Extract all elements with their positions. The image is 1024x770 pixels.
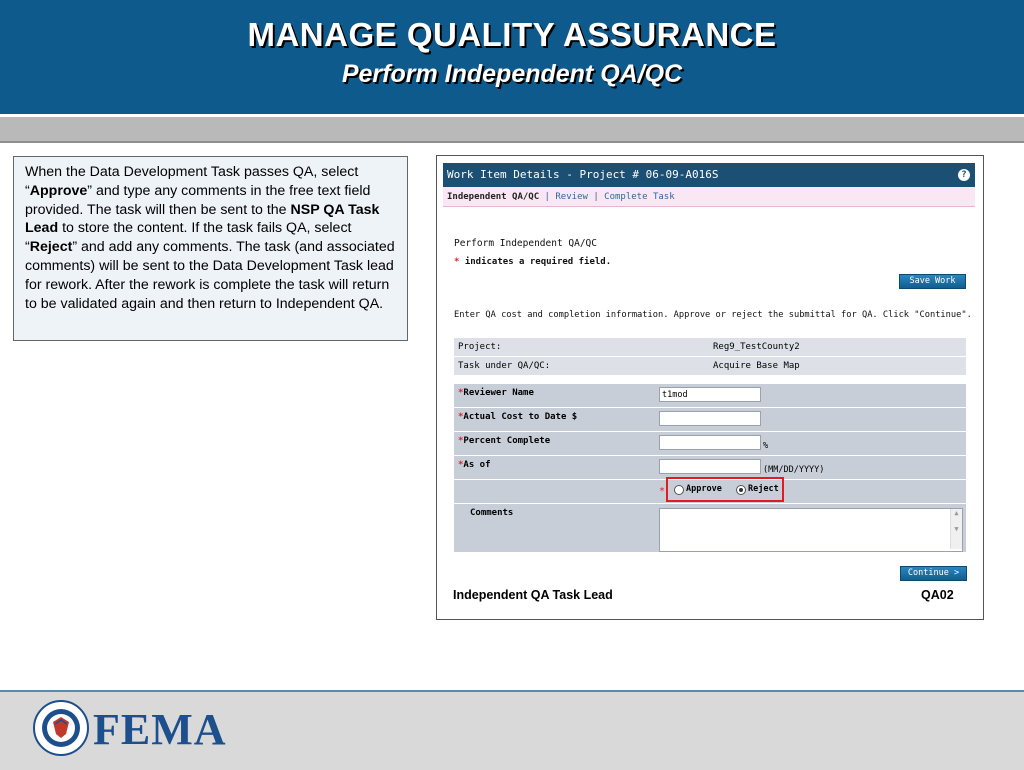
save-work-button[interactable]: Save Work [899, 274, 966, 289]
date-format-hint: (MM/DD/YYYY) [763, 465, 825, 475]
approve-reject-highlight [666, 477, 784, 502]
field-row-asof: *As of (MM/DD/YYYY) [454, 456, 966, 480]
tab-independent-qa[interactable]: Independent QA/QC [447, 192, 540, 202]
fema-logo: FEMA [93, 705, 227, 754]
field-row-percent: *Percent Complete % [454, 432, 966, 456]
approve-radio[interactable] [674, 485, 684, 495]
comments-textarea[interactable] [659, 508, 963, 552]
field-row-cost: *Actual Cost to Date $ [454, 408, 966, 432]
instructions-text: Enter QA cost and completion information. Approve or reject the submittal for QA. Click "Continue". [454, 310, 972, 320]
page-heading: Perform Independent QA/QC [454, 238, 597, 249]
slide-header [0, 0, 1024, 116]
tab-review[interactable]: Review [555, 192, 588, 202]
approve-emphasis: Approve [29, 182, 88, 199]
percent-complete-input[interactable] [659, 435, 761, 450]
cost-label: Actual Cost to Date $ [463, 412, 578, 422]
comments-scrollbar[interactable]: ▲ ▼ [950, 509, 962, 549]
asof-label: As of [463, 460, 491, 470]
work-item-title-bar [443, 163, 975, 187]
reject-label: Reject [748, 484, 779, 494]
reject-radio[interactable] [736, 485, 746, 495]
actual-cost-input[interactable] [659, 411, 761, 426]
slide-subtitle: Perform Independent QA/QC [341, 60, 683, 88]
reviewer-label: Reviewer Name [463, 388, 534, 398]
task-tabs: Independent QA/QC | Review | Complete Task [443, 187, 975, 207]
reject-emphasis: Reject [29, 239, 73, 256]
as-of-date-input[interactable] [659, 459, 761, 474]
role-label: Independent QA Task Lead [453, 588, 613, 602]
approve-label: Approve [686, 484, 722, 494]
instruction-callout: When the Data Development Task passes QA, select “Approve” and type any comments in the free text field provided. The task will then be sent to the NSP QA Task Lead to store the content. If the task fails QA, select “Reject” and add any comments. The task (and associated comments) will be sent to the Data Development Task lead for rework. After the rework is complete the task will return to be validated again and then return to Independent QA. [13, 156, 408, 341]
dhs-seal-icon [33, 700, 89, 756]
continue-button[interactable]: Continue > [900, 566, 967, 581]
footer-band [0, 690, 1024, 770]
help-icon[interactable]: ? [958, 169, 970, 181]
info-row-task: Task under QA/QC: Acquire Base Map [454, 357, 966, 376]
field-row-reviewer: *Reviewer Name t1mod [454, 384, 966, 408]
info-row-project: Project: Reg9_TestCounty2 [454, 338, 966, 357]
lead-emphasis: NSP QA Task Lead [25, 201, 380, 237]
comments-label: Comments [470, 508, 514, 518]
tab-complete-task[interactable]: Complete Task [604, 192, 675, 202]
work-item-title: Work Item Details - Project # 06-09-A016S [447, 168, 719, 181]
percent-suffix: % [763, 441, 769, 451]
slide-title: MANAGE QUALITY ASSURANCE [247, 16, 777, 53]
percent-label: Percent Complete [463, 436, 551, 446]
screen-code: QA02 [921, 588, 954, 602]
app-screenshot [436, 155, 984, 620]
header-divider-bar [0, 117, 1024, 143]
required-note: * indicates a required field. [454, 257, 612, 267]
field-row-comments [454, 504, 966, 553]
reviewer-name-input[interactable]: t1mod [659, 387, 761, 402]
field-row-decision: * Approve Reject [454, 480, 966, 504]
